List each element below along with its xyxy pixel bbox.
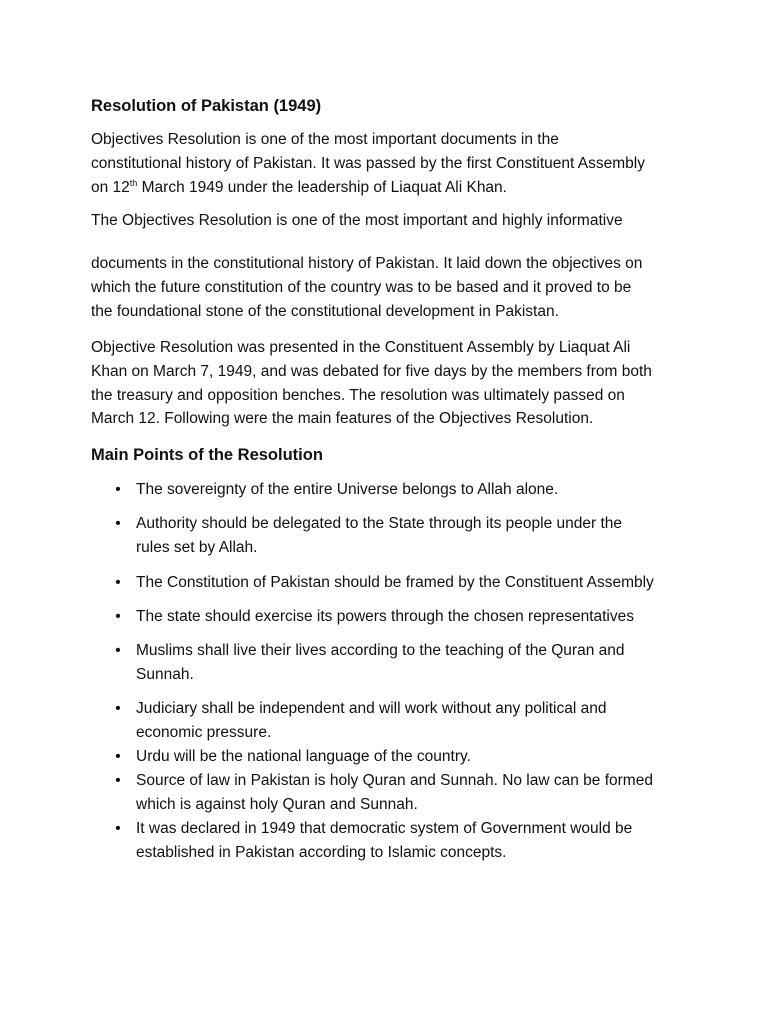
paragraph-1-line-3 xyxy=(91,176,691,200)
paragraph-1-line-1: Objectives Resolution is one of the most important documents in the xyxy=(91,131,559,148)
bullet-marker: • xyxy=(115,820,121,837)
list-item-text xyxy=(136,745,471,769)
paragraph-3-line-3: the treasury and opposition benches. The resolution was ultimately passed on xyxy=(91,386,625,404)
list-item-text xyxy=(136,769,653,817)
list-item-line-1: Judiciary shall be independent and will work without any political and xyxy=(136,700,607,717)
paragraph-1-line-3-prefix: on 12 xyxy=(91,178,130,196)
bullet-marker: • xyxy=(115,515,121,532)
bullet-marker: • xyxy=(115,608,121,625)
bullet-marker: • xyxy=(115,700,121,717)
list-item-line-1: Muslims shall live their lives according to the teaching of the Quran and xyxy=(136,642,625,659)
bullet-marker: • xyxy=(115,642,121,659)
list-item-text xyxy=(136,478,558,502)
bullet-marker: • xyxy=(115,772,121,789)
paragraph-1-line-2: constitutional history of Pakistan. It was passed by the first Constituent Assembly xyxy=(91,154,645,172)
bullet-marker: • xyxy=(115,574,121,591)
list-item-text xyxy=(136,697,606,745)
paragraph-2-line-2: documents in the constitutional history of Pakistan. It laid down the objectives on xyxy=(91,255,643,272)
paragraph-1-line-3-suffix: March 1949 under the leadership of Liaquat Ali Khan. xyxy=(137,178,507,196)
list-item-text xyxy=(136,817,632,865)
list-item-text xyxy=(136,512,622,560)
paragraph-3-line-4: March 12. Following were the main features of the Objectives Resolution. xyxy=(91,410,594,428)
ordinal-suffix: th xyxy=(129,177,138,188)
paragraph-2-line-1: The Objectives Resolution is one of the most important and highly informative xyxy=(91,212,623,229)
list-item-line-1: Authority should be delegated to the State through its people under the xyxy=(136,515,623,532)
list-item-line-2: Sunnah. xyxy=(136,665,194,683)
paragraph-2 xyxy=(91,252,691,323)
list-item-line-1: The Constitution of Pakistan should be framed by the Constituent Assembly xyxy=(136,574,654,591)
list-item-line-1: The state should exercise its powers through the chosen representatives xyxy=(136,608,634,625)
section-heading: Main Points of the Resolution xyxy=(91,446,323,464)
bullet-marker: • xyxy=(115,481,121,498)
list-item-line-1: Source of law in Pakistan is holy Quran and Sunnah. No law can be formed xyxy=(136,772,653,789)
list-item-line-1: The sovereignty of the entire Universe belongs to Allah alone. xyxy=(136,481,559,498)
list-item-line-2: rules set by Allah. xyxy=(136,538,258,556)
paragraph-2-line-1-block xyxy=(91,209,691,233)
paragraph-2-line-4: the foundational stone of the constitutional development in Pakistan. xyxy=(91,302,559,320)
list-item-line-1: Urdu will be the national language of the country. xyxy=(136,748,471,765)
list-item-text xyxy=(136,571,654,595)
document-title: Resolution of Pakistan (1949) xyxy=(91,97,322,115)
paragraph-2-line-3: which the future constitution of the country was to be based and it proved to be xyxy=(91,278,632,296)
list-item-line-2: which is against holy Quran and Sunnah. xyxy=(136,795,418,813)
bullet-marker: • xyxy=(115,748,121,765)
list-item-text xyxy=(136,639,625,687)
list-item-line-2: established in Pakistan according to Islamic concepts. xyxy=(136,843,507,861)
list-item-line-1: It was declared in 1949 that democratic system of Government would be xyxy=(136,820,633,837)
paragraph-1 xyxy=(91,128,691,199)
paragraph-3-line-2: Khan on March 7, 1949, and was debated for five days by the members from both xyxy=(91,362,652,380)
list-item-line-2: economic pressure. xyxy=(136,723,272,741)
paragraph-3 xyxy=(91,336,691,431)
list-item-text xyxy=(136,605,634,629)
paragraph-3-line-1: Objective Resolution was presented in the Constituent Assembly by Liaquat Ali xyxy=(91,339,631,356)
